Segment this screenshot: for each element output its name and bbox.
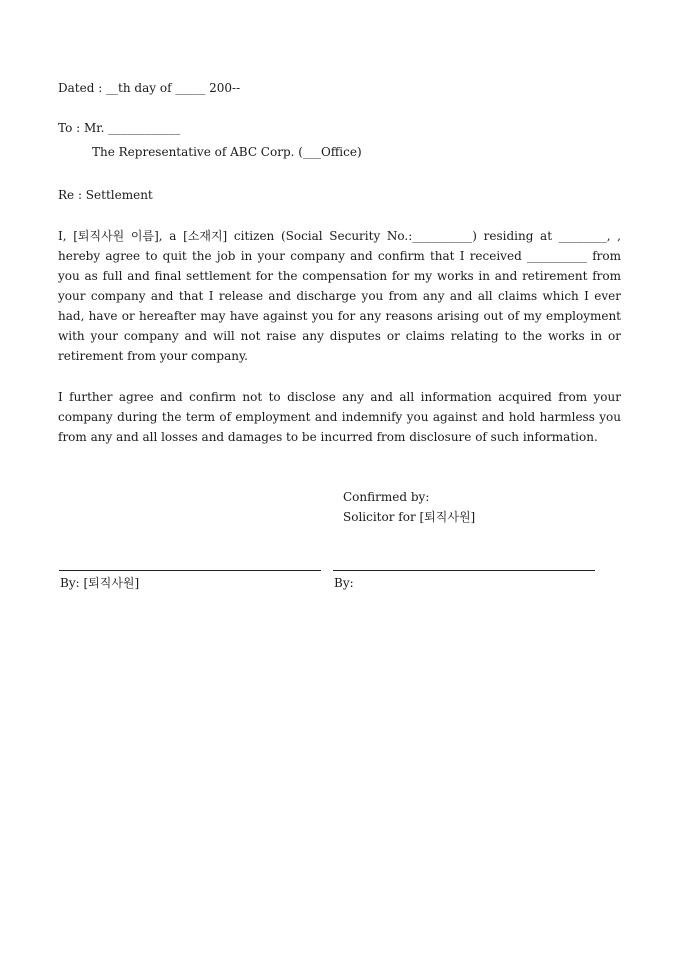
confirmed-by-label: Confirmed by: (343, 490, 430, 504)
settlement-paragraph: I, [퇴직사원 이름], a [소재지] citizen (Social Security No.:__________) residing at ________, , hereby agree to quit the job in your company and confirm that I received __________ from you as full and final settlement for the compensation for my works in and retirement from your company and that I release and discharge you from any and all claims which I ever had, have or hereafter may have against you for any reasons arising out of my employment with your company and will not raise any disputes or claims relating to the works in or retirement from your company. (58, 229, 621, 363)
signature-line-right (333, 570, 595, 571)
solicitor-label: Solicitor for [퇴직사원] (343, 510, 476, 524)
confidentiality-paragraph: I further agree and confirm not to disclose any and all information acquired from your company during the term of employment and indemnify you against and hold harmless you from any and all losses and damages to be incurred from disclosure of such information. (58, 390, 621, 444)
recipient-line: To : Mr. ____________ (58, 121, 181, 135)
signature-label-left: By: [퇴직사원] (60, 576, 140, 590)
signature-line-left (59, 570, 321, 571)
dated-line: Dated : __th day of _____ 200-- (58, 81, 241, 95)
signature-label-right: By: (334, 576, 354, 590)
subject-line: Re : Settlement (58, 188, 153, 202)
representative-line: The Representative of ABC Corp. (___Office) (92, 145, 362, 159)
